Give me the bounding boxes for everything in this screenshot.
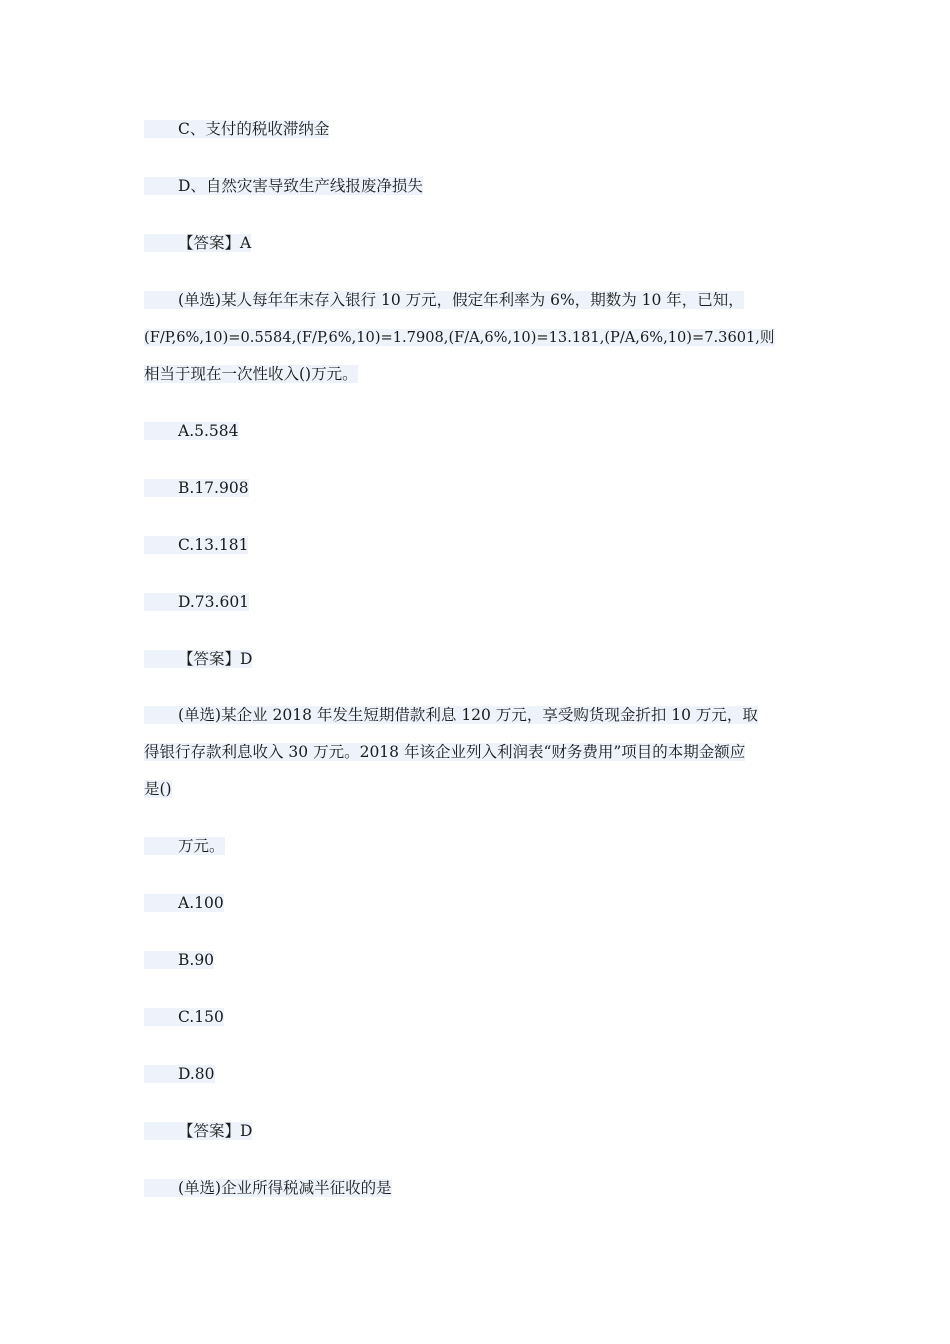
- q3-stem-row: [144, 734, 809, 771]
- q2-option-c: [144, 533, 248, 557]
- q3-option-d: [144, 1062, 215, 1086]
- q3-stem-line2: 得银行存款利息收入 30 万元。2018 年该企业列入利润表“财务费用”项目的本期金额应: [144, 743, 746, 761]
- q2-stem-row: [144, 356, 809, 393]
- q2-stem-line2: (F/P,6%,10)=0.5584,(F/P,6%,10)=1.7908,(F/A,6%,10)=13.181,(P/A,6%,10)=7.3601,则: [144, 329, 775, 346]
- q2-stem: [144, 282, 809, 393]
- q2-option-b-text: B.17.908: [144, 479, 249, 497]
- q2-option-a: [144, 419, 239, 443]
- q3-stem-line3: 是(): [144, 780, 172, 798]
- q2-stem-row: [144, 319, 809, 356]
- q3-option-a-text: A.100: [144, 894, 224, 912]
- q2-option-a-text: A.5.584: [144, 422, 239, 440]
- q3-stem: [144, 697, 809, 808]
- q3-option-c: [144, 1005, 224, 1029]
- q3-answer-text: 【答案】D: [144, 1122, 252, 1140]
- q1-option-c-text: C、支付的税收滞纳金: [144, 120, 329, 138]
- q2-option-d-text: D.73.601: [144, 593, 249, 611]
- q4-stem-line1: (单选)企业所得税减半征收的是: [144, 1179, 392, 1197]
- q1-answer-text: 【答案】A: [144, 234, 251, 252]
- q1-option-c: [144, 117, 329, 141]
- q3-option-a: [144, 891, 224, 915]
- q2-option-b: [144, 476, 249, 500]
- q3-option-b: [144, 948, 214, 972]
- q1-answer: [144, 231, 251, 255]
- q2-stem-line1: (单选)某人每年年末存入银行 10 万元，假定年利率为 6%，期数为 10 年，已知，: [144, 291, 744, 309]
- q2-option-c-text: C.13.181: [144, 536, 248, 554]
- q4-stem: [144, 1176, 392, 1200]
- q2-answer-text: 【答案】D: [144, 650, 252, 668]
- q3-stem-row: [144, 697, 809, 734]
- q3-stem-continued: [144, 834, 225, 858]
- q3-stem-line1: (单选)某企业 2018 年发生短期借款利息 120 万元，享受购货现金折扣 10 万元，取: [144, 706, 758, 724]
- q2-answer: [144, 647, 252, 671]
- q3-stem-row: [144, 771, 809, 808]
- q1-option-d-text: D、自然灾害导致生产线报废净损失: [144, 177, 423, 195]
- q2-stem-row: [144, 282, 809, 319]
- q3-answer: [144, 1119, 252, 1143]
- q3-option-d-text: D.80: [144, 1065, 215, 1083]
- q3-option-b-text: B.90: [144, 951, 214, 969]
- q3-option-c-text: C.150: [144, 1008, 224, 1026]
- q2-stem-line3: 相当于现在一次性收入()万元。: [144, 365, 358, 383]
- q3-stem-line4: 万元。: [144, 837, 225, 855]
- q1-option-d: [144, 174, 423, 198]
- q2-option-d: [144, 590, 249, 614]
